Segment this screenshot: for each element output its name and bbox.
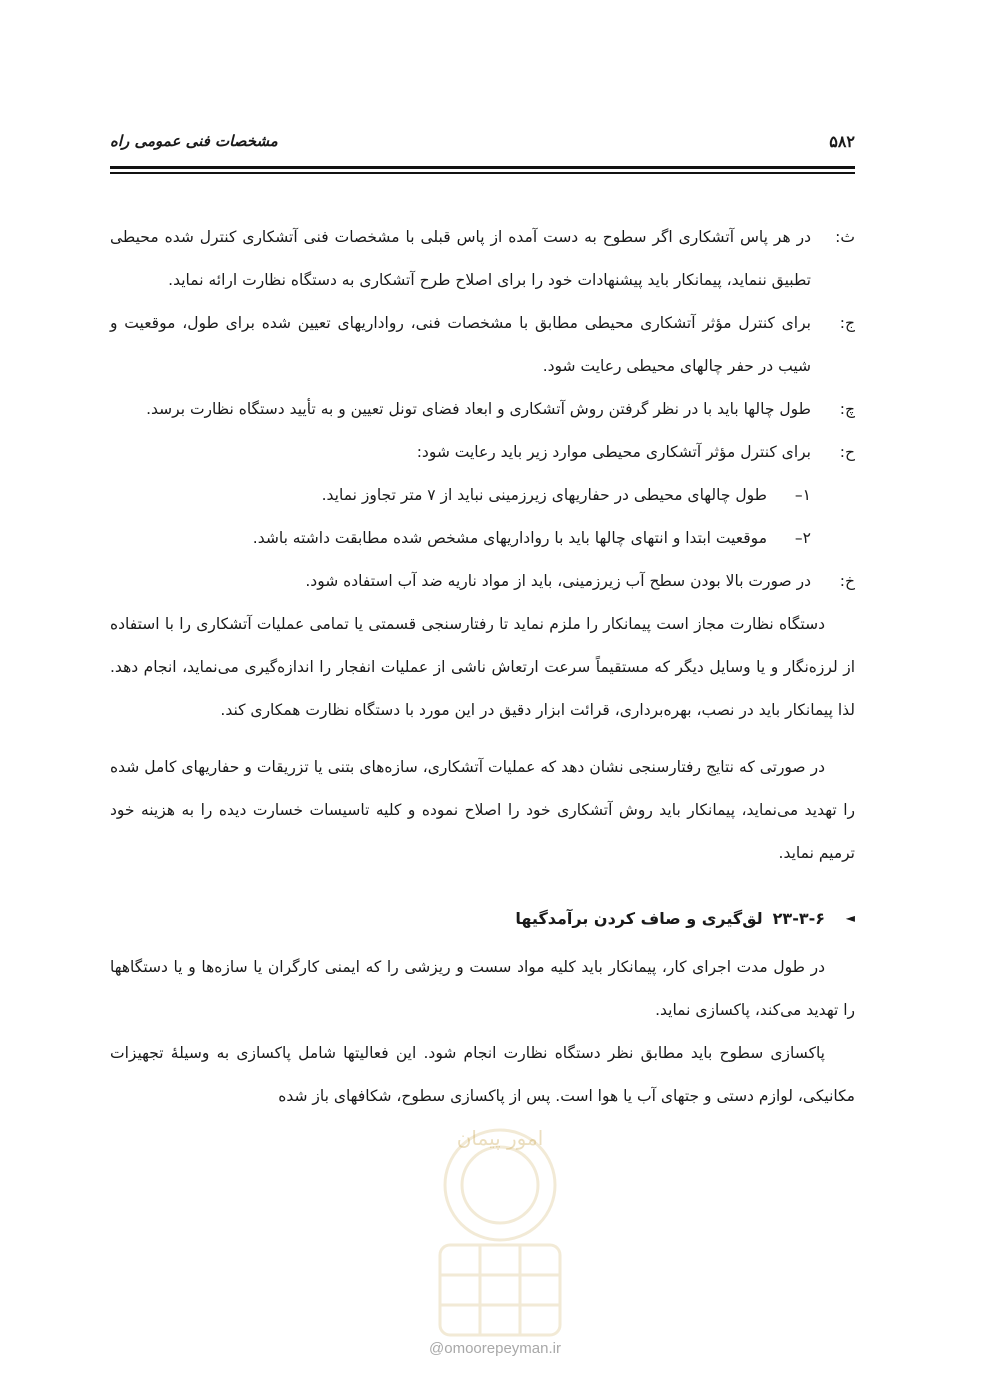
item-text: طول چالها باید با در نظر گرفتن روش آتشکاری و ابعاد فضای تونل تعیین و به تأیید دستگاه نظارت برسد.	[146, 400, 811, 418]
list-item	[110, 560, 855, 603]
subitem-marker: ۲–	[794, 529, 811, 547]
item-marker: ث:	[835, 228, 855, 246]
section-number: ۲۳-۳-۶	[772, 909, 825, 928]
list-item	[110, 431, 855, 474]
item-marker: ج:	[839, 314, 855, 332]
running-header	[110, 132, 855, 156]
body-paragraph: دستگاه نظارت مجاز است پیمانکار را ملزم نماید تا رفتارسنجی قسمتی یا تمامی عملیات آتشکاری را با استفاده از لرزه‌نگار و یا وسایل دیگر که مستقیماً سرعت ارتعاش ناشی از عملیات انفجار را اندازه‌گیری می‌نماید، انجام دهد. لذا پیمانکار باید در نصب، بهره‌برداری، قرائت ابزار دقیق در این مورد با دستگاه نظارت همکاری کند.	[110, 615, 855, 719]
body-content	[110, 216, 855, 1118]
body-paragraph: در طول مدت اجرای کار، پیمانکار باید کلیه مواد سست و ریزشی را که ایمنی کارگران یا سازه‌ها و یا دستگاهها را تهدید می‌کند، پاکسازی نماید.	[110, 958, 855, 1019]
header-rule-thin	[110, 172, 855, 174]
sub-list-item	[110, 474, 855, 517]
list-item	[110, 216, 855, 302]
header-rule-thick	[110, 166, 855, 169]
list-item	[110, 388, 855, 431]
subitem-text: طول چالهای محیطی در حفاریهای زیرزمینی نباید از ۷ متر تجاوز نماید.	[321, 486, 767, 504]
watermark-text: @omoorepeyman.ir	[429, 1340, 561, 1357]
body-paragraph: در صورتی که نتایج رفتارسنجی نشان دهد که عملیات آتشکاری، سازه‌های بتنی یا تزریقات و حفاریهای کامل شده را تهدید می‌نماید، پیمانکار باید روش آتشکاری خود را اصلاح نموده و کلیه تاسیسات خسارت دیده را به هزینه خود ترمیم نماید.	[110, 758, 855, 862]
subitem-text: موقعیت ابتدا و انتهای چالها باید با رواداریهای مشخص شده مطابقت داشته باشد.	[252, 529, 767, 547]
page-number: ۵۸۲	[829, 132, 855, 151]
body-paragraph: پاکسازی سطوح باید مطابق نظر دستگاه نظارت انجام شود. این فعالیتها شامل پاکسازی به وسیلهٔ تجهیزات مکانیکی، لوازم دستی و جتهای آب یا هوا است. پس از پاکسازی سطوح، شکافهای باز شده	[110, 1044, 855, 1105]
item-text: در صورت بالا بودن سطح آب زیرزمینی، باید از مواد ناریه ضد آب استفاده شود.	[305, 572, 811, 590]
sub-list-item	[110, 517, 855, 560]
section-title: لق‌گیری و صاف کردن برآمدگیها	[515, 909, 763, 928]
item-marker: ح:	[839, 443, 855, 461]
section-bullet-icon: ◄	[845, 911, 855, 925]
list-item	[110, 302, 855, 388]
item-text: برای کنترل مؤثر آتشکاری محیطی مطابق با مشخصات فنی، رواداریهای تعیین شده برای طول، موقعیت و شیب در حفر چالهای محیطی رعایت شود.	[110, 314, 811, 375]
item-marker: خ:	[839, 572, 855, 590]
subitem-marker: ۱–	[794, 486, 811, 504]
item-text: برای کنترل مؤثر آتشکاری محیطی موارد زیر باید رعایت شود:	[416, 443, 811, 461]
item-marker: چ:	[839, 400, 855, 418]
section-heading	[110, 897, 855, 940]
header-title: مشخصات فنی عمومی راه	[110, 132, 278, 150]
item-text: در هر پاس آتشکاری اگر سطوح به دست آمده از پاس قبلی با مشخصات فنی آتشکاری کنترل شده محیطی تطبیق ننماید، پیمانکار باید پیشنهادات خود را برای اصلاح طرح آتشکاری به دستگاه نظارت ارائه نماید.	[110, 228, 811, 289]
watermark-logo-text: امور پیمان	[456, 1126, 544, 1150]
watermark-logo	[405, 1105, 595, 1345]
